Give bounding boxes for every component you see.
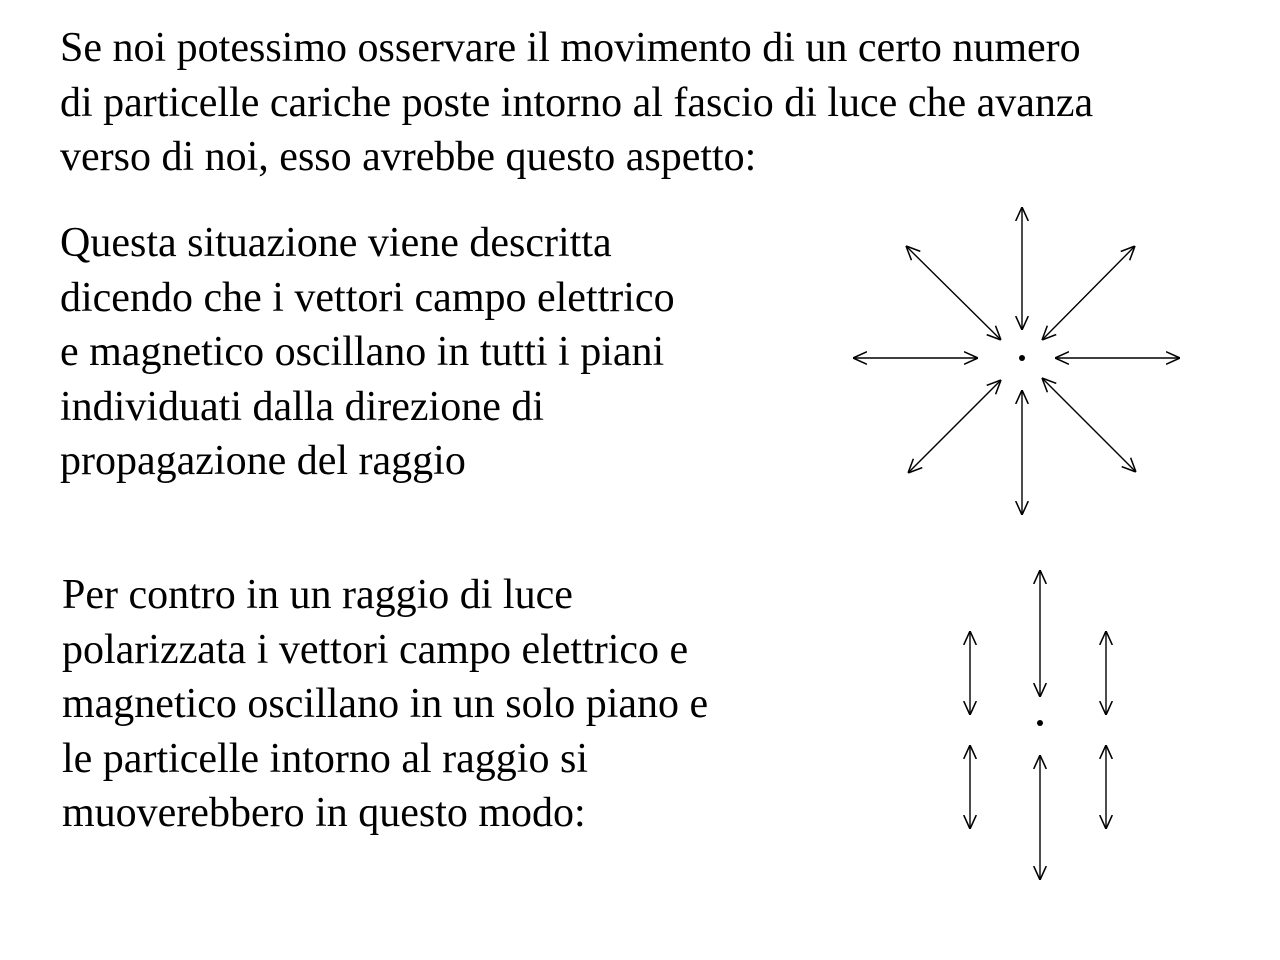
unpolarized-star-diagram xyxy=(853,207,1180,515)
unpolarized-line-2: dicendo che i vettori campo elettrico xyxy=(60,274,675,321)
diagonal-upper-right-double-arrow xyxy=(1042,246,1135,340)
unpolarized-line-5: propagazione del raggio xyxy=(60,438,466,484)
intro-line-2: di particelle cariche poste intorno al fascio di luce che avanza xyxy=(60,79,1094,126)
polarized-line-4: le particelle intorno al raggio si xyxy=(62,735,588,782)
unpolarized-line-1: Questa situazione viene descritta xyxy=(60,220,612,266)
diagonal-lower-left-double-arrow xyxy=(908,380,1001,473)
diagonal-upper-left-double-arrow xyxy=(906,246,1001,340)
polarized-line-2: polarizzata i vettori campo elettrico e xyxy=(62,626,689,673)
intro-line-3: verso di noi, esso avrebbe questo aspetto: xyxy=(60,134,757,180)
polarized-line-1: Per contro in un raggio di luce xyxy=(62,572,573,618)
polarized-center-dot xyxy=(1037,720,1043,726)
unpolarized-line-4: individuati dalla direzione di xyxy=(60,383,545,430)
polarized-line-5: muoverebbero in questo modo: xyxy=(62,790,586,836)
beam-center-dot xyxy=(1019,355,1025,361)
polarized-diagram xyxy=(970,570,1106,880)
intro-line-1: Se noi potessimo osservare il movimento di un certo numero xyxy=(60,25,1081,71)
polarized-line-3: magnetico oscillano in un solo piano e xyxy=(62,681,709,727)
diagonal-lower-right-double-arrow xyxy=(1042,378,1136,472)
unpolarized-line-3: e magnetico oscillano in tutti i piani xyxy=(60,329,665,375)
